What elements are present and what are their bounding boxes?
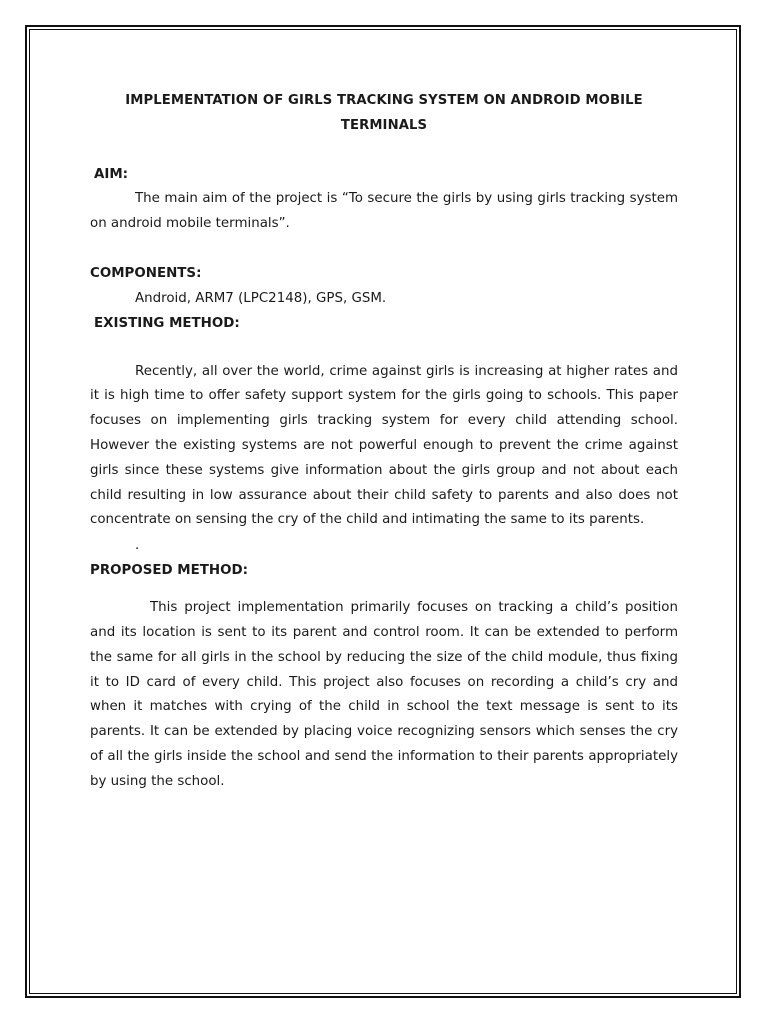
stray-period: .	[135, 538, 140, 554]
existing-method-heading: EXISTING METHOD:	[94, 315, 240, 331]
components-text: Android, ARM7 (LPC2148), GPS, GSM.	[135, 290, 387, 306]
document-body	[90, 88, 678, 795]
document-title: IMPLEMENTATION OF GIRLS TRACKING SYSTEM ON ANDROID MOBILE TERMINALS	[125, 93, 643, 133]
aim-heading: AIM:	[94, 167, 129, 182]
existing-method-text: Recently, all over the world, crime against girls is increasing at higher rates and it is high time to offer safety support system for the girls going to schools. This paper focuses on implementing girls tracking system for every child attending school. However the existing systems are not powerful enough to prevent the crime against girls since these systems give information about the girls group and not about each child resulting in low assurance about their child safety to parents and also does not concentrate on sensing the cry of the child and intimating the same to its parents.	[90, 363, 678, 528]
components-heading: COMPONENTS:	[90, 265, 202, 281]
proposed-method-text: This project implementation primarily focuses on tracking a child’s position and its location is sent to its parent and control room. It can be extended to perform the same for all girls in the school by reducing the size of the child module, thus fixing it to ID card of every child. This project also focuses on recording a child’s cry and when it matches with crying of the child in school the text message is sent to its parents. It can be extended by placing voice recognizing sensors which senses the cry of all the girls inside the school and send the information to their parents appropriately by using the school.	[90, 600, 678, 789]
proposed-method-heading: PROPOSED METHOD:	[90, 563, 248, 579]
aim-text: The main aim of the project is “To secure the girls by using girls tracking system on android mobile terminals”.	[90, 191, 678, 231]
